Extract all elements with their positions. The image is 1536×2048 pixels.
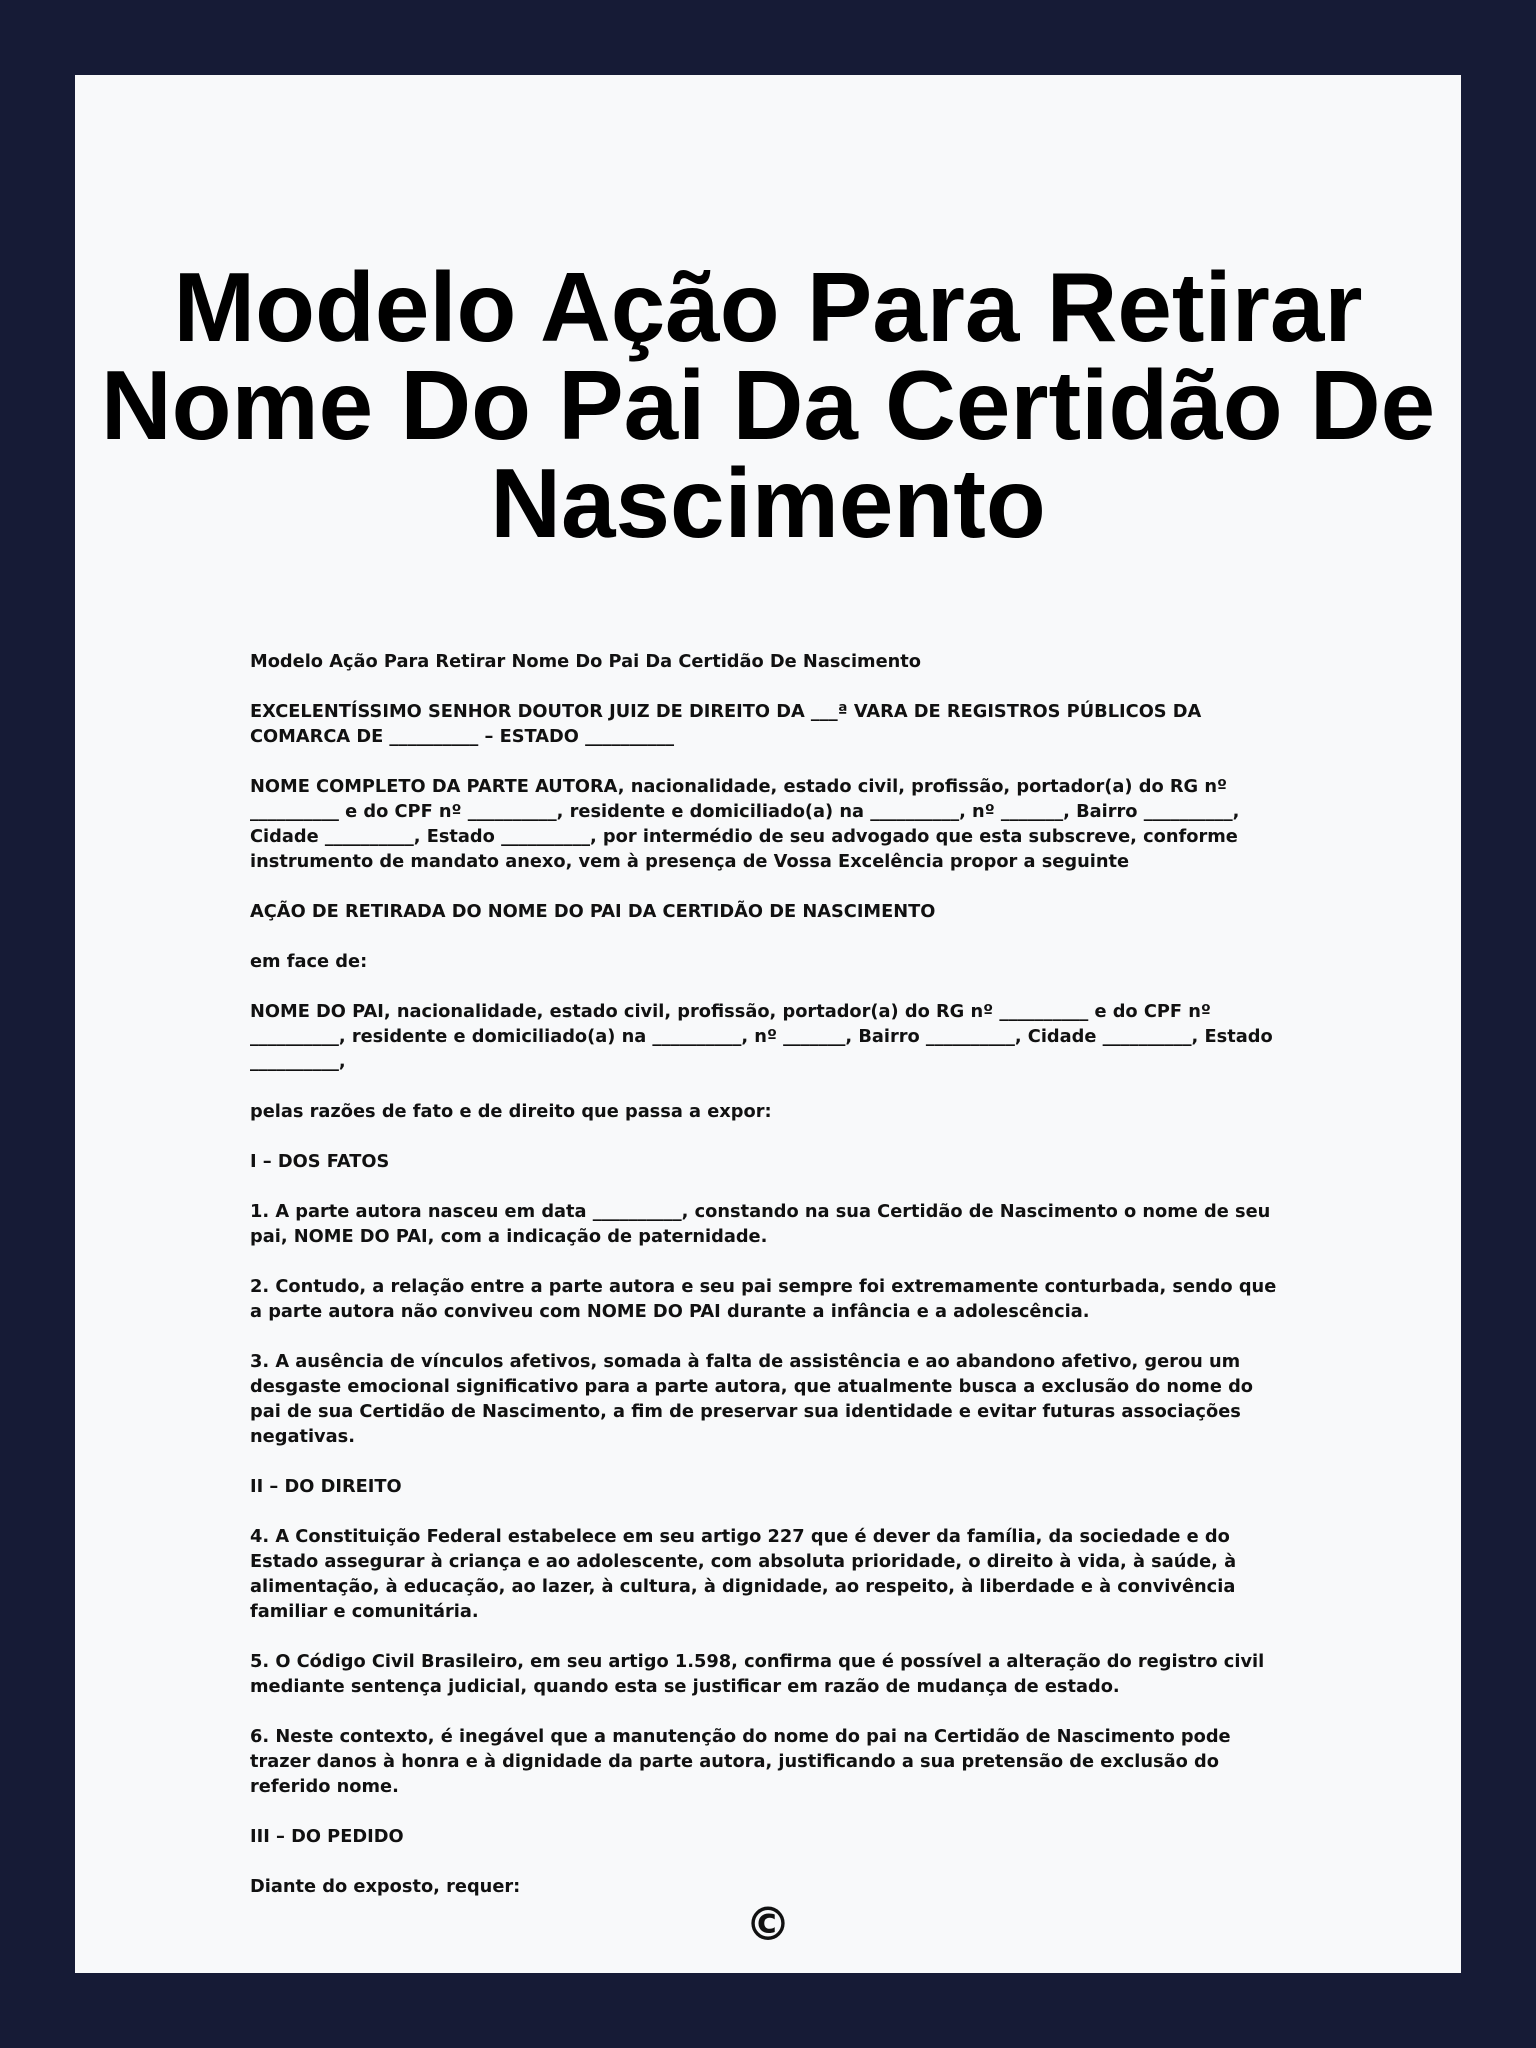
copyright-icon: © xyxy=(745,1897,791,1951)
page-title: Modelo Ação Para Retirar Nome Do Pai Da Certidão De Nascimento xyxy=(100,252,1436,558)
document-body xyxy=(250,649,1290,1924)
section-heading-fatos: I – DOS FATOS xyxy=(250,1151,390,1172)
section-heading-pedido: III – DO PEDIDO xyxy=(250,1826,404,1847)
section-heading-direito: II – DO DIREITO xyxy=(250,1476,402,1497)
paragraph-action-title: AÇÃO DE RETIRADA DO NOME DO PAI DA CERTIDÃO DE NASCIMENTO xyxy=(250,901,936,922)
paragraph-item-2: 2. Contudo, a relação entre a parte autora e seu pai sempre foi extremamente conturbada, sendo que a parte autora não conviveu com NOME DO PAI durante a infância e a adolescência. xyxy=(250,1276,1277,1322)
paragraph-plaintiff: NOME COMPLETO DA PARTE AUTORA, nacionalidade, estado civil, profissão, portador(a) do RG nº __________ e do CPF nº __________, residente e domiciliado(a) na __________, nº _______, Bairro __________, Cidade __________, Estado __________, por intermédio de seu advogado que esta subscreve, conforme instrumento de mandato anexo, vem à presença de Vossa Excelência propor a seguinte xyxy=(250,776,1240,872)
paragraph-reasons: pelas razões de fato e de direito que passa a expor: xyxy=(250,1101,772,1122)
paragraph-subtitle: Modelo Ação Para Retirar Nome Do Pai Da Certidão De Nascimento xyxy=(250,651,921,672)
document-page xyxy=(75,75,1461,1973)
paragraph-item-1: 1. A parte autora nasceu em data __________, constando na sua Certidão de Nascimento o nome de seu pai, NOME DO PAI, com a indicação de paternidade. xyxy=(250,1201,1271,1247)
paragraph-requer: Diante do exposto, requer: xyxy=(250,1876,521,1897)
paragraph-item-3: 3. A ausência de vínculos afetivos, somada à falta de assistência e ao abandono afetivo, gerou um desgaste emocional significativo para a parte autora, que atualmente busca a exclusão do nome do pai de sua Certidão de Nascimento, a fim de preservar sua identidade e evitar futuras associações negativas. xyxy=(250,1351,1254,1447)
paragraph-item-5: 5. O Código Civil Brasileiro, em seu artigo 1.598, confirma que é possível a alteração do registro civil mediante sentença judicial, quando esta se justificar em razão de mudança de estado. xyxy=(250,1651,1265,1697)
paragraph-addressee: EXCELENTÍSSIMO SENHOR DOUTOR JUIZ DE DIREITO DA ___ª VARA DE REGISTROS PÚBLICOS DA COMARCA DE __________ – ESTADO __________ xyxy=(250,701,1202,747)
paragraph-item-4: 4. A Constituição Federal estabelece em seu artigo 227 que é dever da família, da sociedade e do Estado assegurar à criança e ao adolescente, com absoluta prioridade, o direito à vida, à saúde, à alimentação, à educação, ao lazer, à cultura, à dignidade, ao respeito, à liberdade e à convivência familiar e comunitária. xyxy=(250,1526,1237,1622)
paragraph-em-face-de: em face de: xyxy=(250,951,368,972)
paragraph-item-6: 6. Neste contexto, é inegável que a manutenção do nome do pai na Certidão de Nascimento pode trazer danos à honra e à dignidade da parte autora, justificando a sua pretensão de exclusão do referido nome. xyxy=(250,1726,1231,1797)
paragraph-defendant: NOME DO PAI, nacionalidade, estado civil, profissão, portador(a) do RG nº __________ e do CPF nº __________, residente e domiciliado(a) na __________, nº _______, Bairro __________, Cidade __________, Estado __________, xyxy=(250,1001,1273,1072)
